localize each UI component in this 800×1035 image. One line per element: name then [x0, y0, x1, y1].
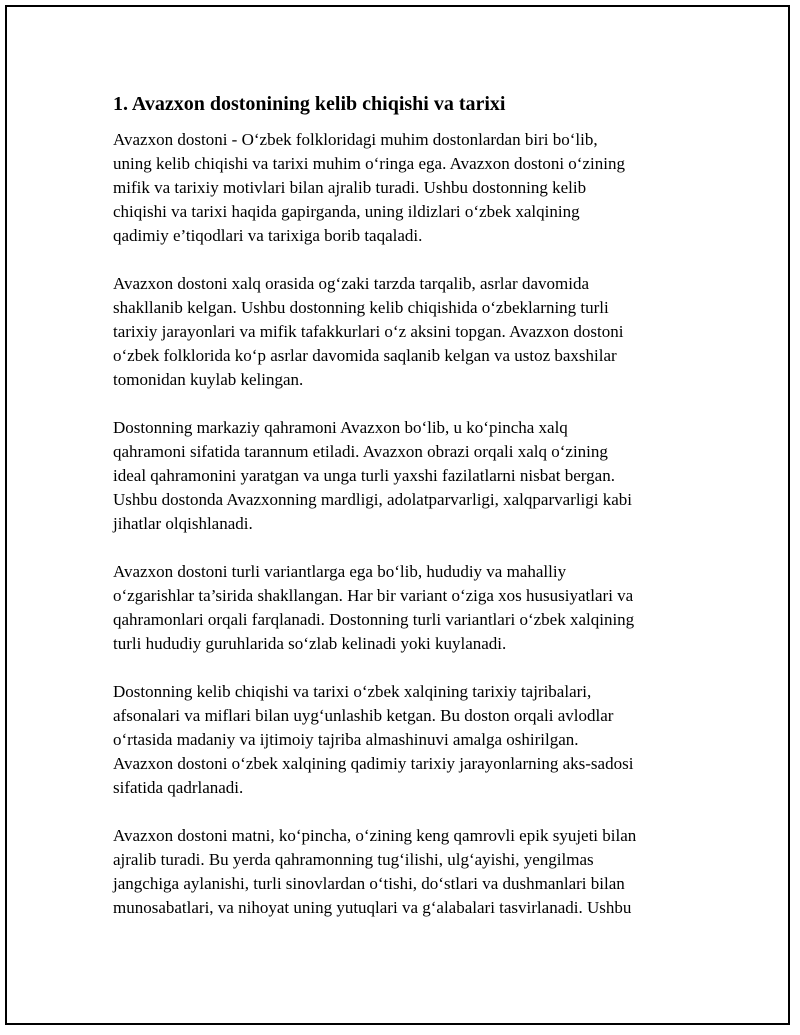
- paragraph-5: [113, 680, 688, 800]
- text-line: tarixiy jarayonlari va mifik tafakkurlari o‘z aksini topgan. Avazxon dostoni: [113, 322, 624, 341]
- paragraph-2: [113, 272, 688, 392]
- document-body: [113, 90, 688, 944]
- text-line: Avazxon dostoni xalq orasida og‘zaki tarzda tarqalib, asrlar davomida: [113, 274, 589, 293]
- text-line: ajralib turadi. Bu yerda qahramonning tug‘ilishi, ulg‘ayishi, yengilmas: [113, 850, 594, 869]
- text-line: Avazxon dostoni matni, ko‘pincha, o‘zining keng qamrovli epik syujeti bilan: [113, 826, 637, 845]
- paragraph-4: [113, 560, 688, 656]
- section-title: 1. Avazxon dostonining kelib chiqishi va tarixi: [113, 93, 506, 115]
- text-line: jangchiga aylanishi, turli sinovlardan o‘tishi, do‘stlari va dushmanlari bilan: [113, 874, 625, 893]
- text-line: qahramoni sifatida tarannum etiladi. Avazxon obrazi orqali xalq o‘zining: [113, 442, 608, 461]
- text-line: o‘zgarishlar ta’sirida shakllangan. Har bir variant o‘ziga xos hususiyatlari va: [113, 586, 634, 605]
- paragraph-6: [113, 824, 688, 920]
- text-line: tomonidan kuylab kelingan.: [113, 370, 304, 389]
- text-line: afsonalari va miflari bilan uyg‘unlashib ketgan. Bu doston orqali avlodlar: [113, 706, 614, 725]
- text-line: qadimiy e’tiqodlari va tarixiga borib taqaladi.: [113, 226, 423, 245]
- text-line: o‘rtasida madaniy va ijtimoiy tajriba almashinuvi amalga oshirilgan.: [113, 730, 579, 749]
- text-line: Avazxon dostoni o‘zbek xalqining qadimiy tarixiy jarayonlarning aks-sadosi: [113, 754, 634, 773]
- text-line: Ushbu dostonda Avazxonning mardligi, adolatparvarligi, xalqparvarligi kabi: [113, 490, 633, 509]
- paragraph-3: [113, 416, 688, 536]
- text-line: Dostonning markaziy qahramoni Avazxon bo‘lib, u ko‘pincha xalq: [113, 418, 568, 437]
- text-line: turli hududiy guruhlarida so‘zlab kelinadi yoki kuylanadi.: [113, 634, 507, 653]
- text-line: qahramonlari orqali farqlanadi. Dostonning turli variantlari o‘zbek xalqining: [113, 610, 635, 629]
- text-line: Avazxon dostoni - O‘zbek folkloridagi muhim dostonlardan biri bo‘lib,: [113, 130, 598, 149]
- text-line: Avazxon dostoni turli variantlarga ega bo‘lib, hududiy va mahalliy: [113, 562, 567, 581]
- paragraph-1: [113, 128, 688, 248]
- text-line: o‘zbek folklorida ko‘p asrlar davomida saqlanib kelgan va ustoz baxshilar: [113, 346, 617, 365]
- text-line: munosabatlari, va nihoyat uning yutuqlari va g‘alabalari tasvirlanadi. Ushbu: [113, 898, 632, 917]
- text-line: jihatlar olqishlanadi.: [113, 514, 253, 533]
- text-line: uning kelib chiqishi va tarixi muhim o‘ringa ega. Avazxon dostoni o‘zining: [113, 154, 625, 173]
- text-line: mifik va tarixiy motivlari bilan ajralib turadi. Ushbu dostonning kelib: [113, 178, 587, 197]
- text-line: Dostonning kelib chiqishi va tarixi o‘zbek xalqining tarixiy tajribalari,: [113, 682, 592, 701]
- text-line: sifatida qadrlanadi.: [113, 778, 244, 797]
- text-line: shakllanib kelgan. Ushbu dostonning kelib chiqishida o‘zbeklarning turli: [113, 298, 609, 317]
- text-line: chiqishi va tarixi haqida gapirganda, uning ildizlari o‘zbek xalqining: [113, 202, 580, 221]
- text-line: ideal qahramonini yaratgan va unga turli yaxshi fazilatlarni nisbat bergan.: [113, 466, 615, 485]
